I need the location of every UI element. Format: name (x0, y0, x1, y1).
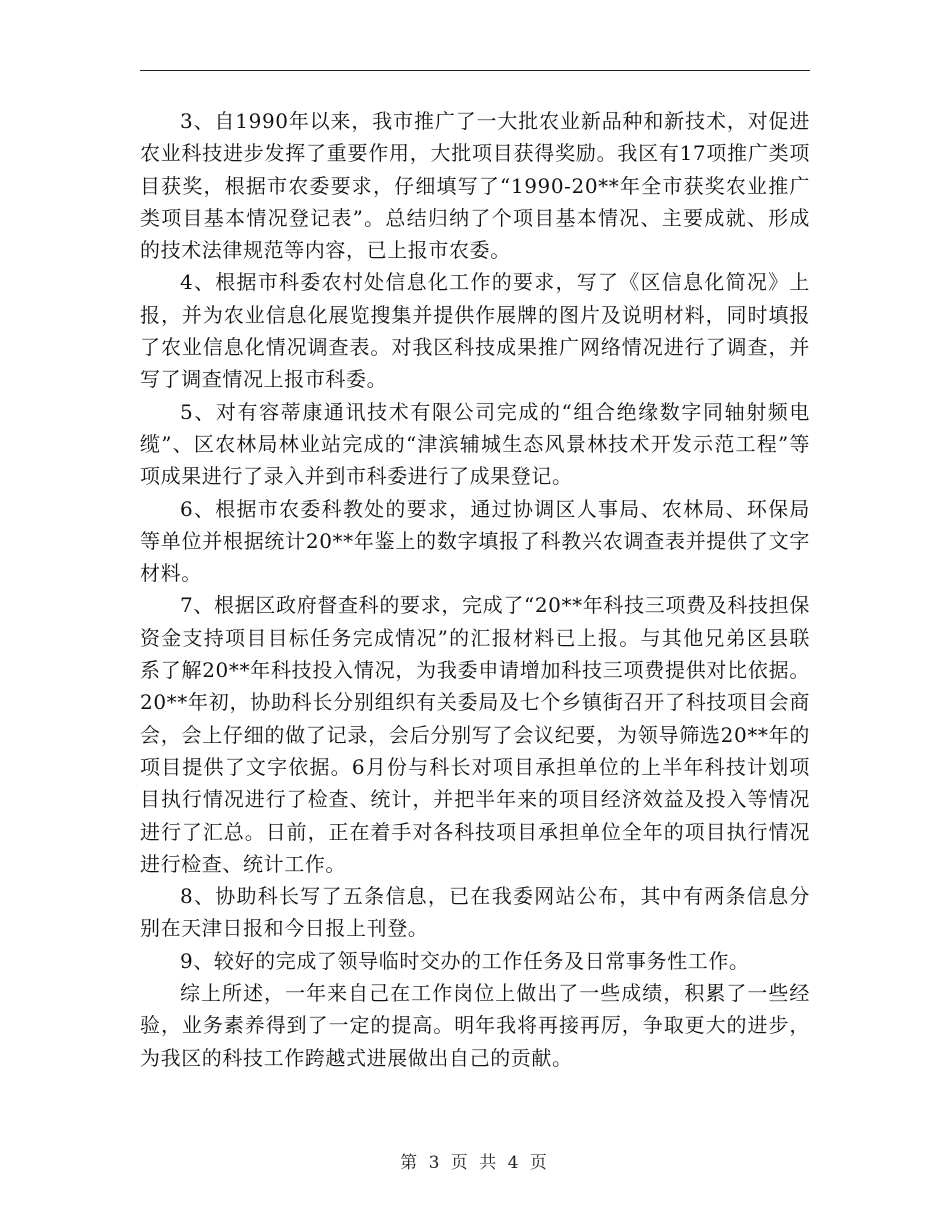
paragraph-item-7: 7、根据区政府督查科的要求，完成了“20**年科技三项费及科技担保资金支持项目目标任务完成情况”的汇报材料已上报。与其他兄弟区县联系了解20**年科技投入情况，为我委申请增加科技三项费提供对比依据。20**年初，协助科长分别组织有关委局及七个乡镇街召开了科技项目会商会，会上仔细的做了记录，会后分别写了会议纪要，为领导筛选20**年的项目提供了文字依据。6月份与科长对项目承担单位的上半年科技计划项目执行情况进行了检查、统计，并把半年来的项目经济效益及投入等情况进行了汇总。日前，正在着手对各科技项目承担单位全年的项目执行情况进行检查、统计工作。 (140, 593, 810, 876)
paragraph-item-4: 4、根据市科委农村处信息化工作的要求，写了《区信息化简况》上报，并为农业信息化展览搜集并提供作展牌的图片及说明材料，同时填报了农业信息化情况调查表。对我区科技成果推广网络情况进行了调查，并写了调查情况上报市科委。 (140, 270, 810, 392)
paragraph-item-5: 5、对有容蒂康通讯技术有限公司完成的“组合绝缘数字同轴射频电缆”、区农林局林业站完成的“津滨辅城生态风景林技术开发示范工程”等项成果进行了录入并到市科委进行了成果登记。 (140, 399, 810, 489)
page-number-footer: 第 3 页 共 4 页 (400, 1153, 550, 1173)
document-body (140, 105, 810, 1074)
paragraph-item-6: 6、根据市农委科教处的要求，通过协调区人事局、农林局、环保局等单位并根据统计20**年鉴上的数字填报了科教兴农调查表并提供了文字材料。 (140, 496, 810, 586)
paragraph-item-9: 9、较好的完成了领导临时交办的工作任务及日常事务性工作。 (180, 948, 750, 973)
paragraph-item-3: 3、自1990年以来，我市推广了一大批农业新品种和新技术，对促进农业科技进步发挥了重要作用，大批项目获得奖励。我区有17项推广类项目获奖，根据市农委要求，仔细填写了“1990-20**年全市获奖农业推广类项目基本情况登记表”。总结归纳了个项目基本情况、主要成就、形成的技术法律规范等内容，已上报市农委。 (140, 109, 810, 263)
paragraph-item-8: 8、协助科长写了五条信息，已在我委网站公布，其中有两条信息分别在天津日报和今日报上刊登。 (140, 884, 810, 941)
paragraph-summary: 综上所述，一年来自己在工作岗位上做出了一些成绩，积累了一些经验，业务素养得到了一定的提高。明年我将再接再厉，争取更大的进步，为我区的科技工作跨越式进展做出自己的贡献。 (140, 981, 810, 1070)
header-rule (140, 70, 810, 71)
